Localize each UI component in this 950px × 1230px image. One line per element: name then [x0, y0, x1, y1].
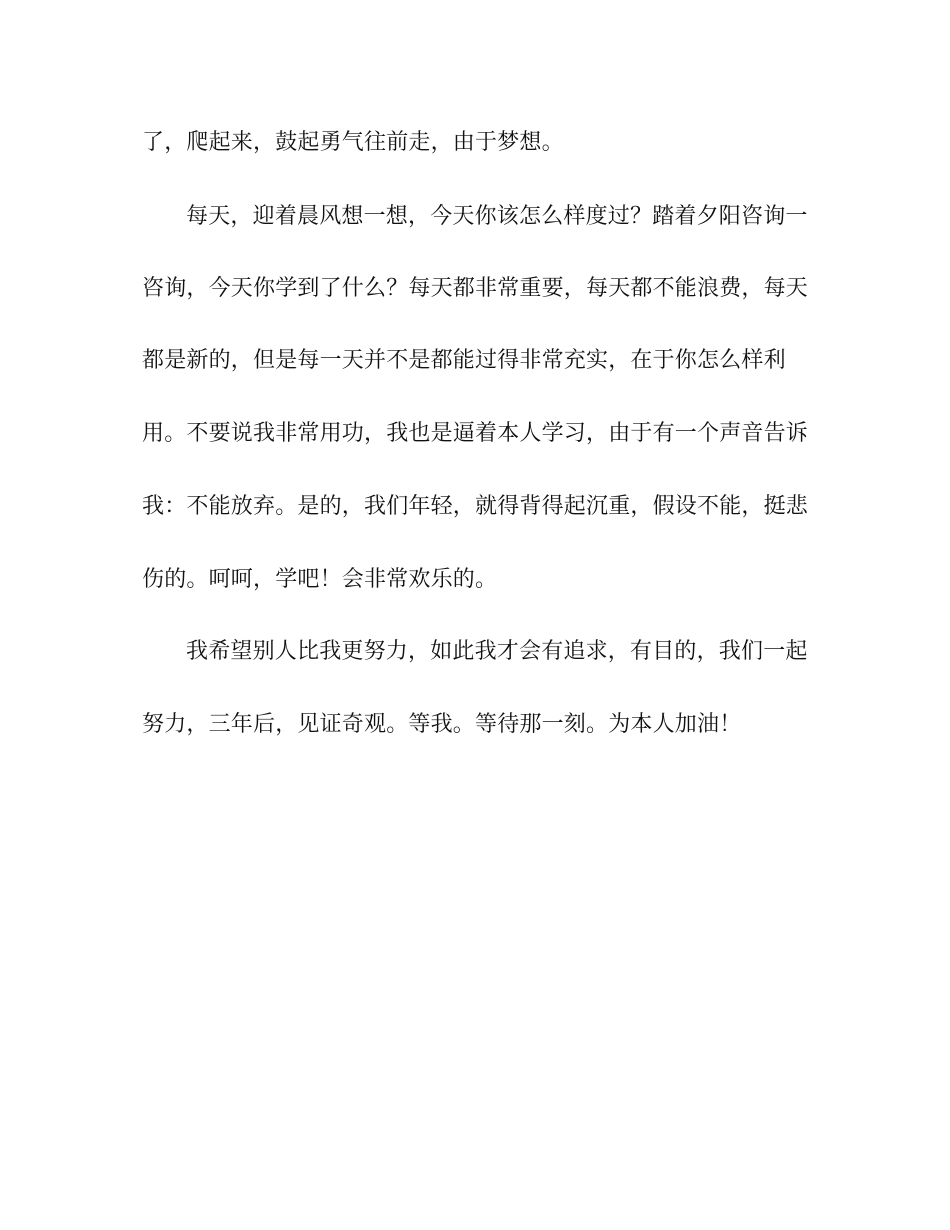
paragraph-2-line-3: 都是新的，但是每一天并不是都能过得非常充实，在于你怎么样利 [142, 348, 786, 373]
paragraph-2-line-2: 咨询，今天你学到了什么？每天都非常重要，每天都不能浪费，每天 [142, 276, 809, 301]
paragraph-2-line-5: 我：不能放弃。是的，我们年轻，就得背得起沉重，假设不能，挺悲 [142, 494, 809, 519]
paragraph-2-line-1: 每天，迎着晨风想一想，今天你该怎么样度过？踏着夕阳咨询一 [186, 204, 808, 229]
paragraph-2-line-4: 用。不要说我非常用功，我也是逼着本人学习，由于有一个声音告诉 [142, 421, 809, 446]
paragraph-2-line-6: 伤的。呵呵，学吧！会非常欢乐的。 [142, 567, 498, 592]
paragraph-1-line-1: 了，爬起来，鼓起勇气往前走，由于梦想。 [142, 130, 564, 155]
paragraph-3-line-2: 努力，三年后，见证奇观。等我。等待那一刻。为本人加油！ [142, 712, 742, 737]
paragraph-3-line-1: 我希望别人比我更努力，如此我才会有追求，有目的，我们一起 [186, 639, 808, 664]
